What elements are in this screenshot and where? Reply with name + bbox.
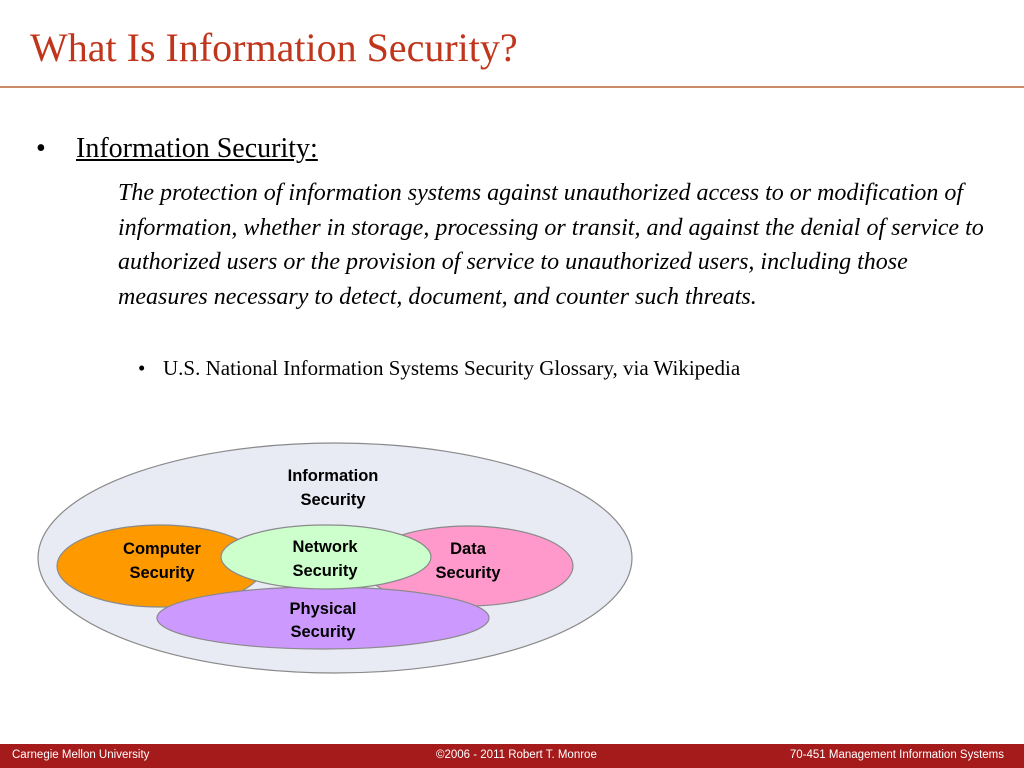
network-security-label-line1: Network [292, 538, 358, 556]
source-citation: U.S. National Information Systems Security Glossary, via Wikipedia [163, 356, 741, 380]
footer-course: 70-451 Management Information Systems [789, 749, 1004, 761]
footer-institution: Carnegie Mellon University [12, 749, 150, 761]
definition-text: The protection of information systems against unauthorized access to or modification of information, whether in storage, processing or transit, and against the denial of service to authorized users or the provision of service to unauthorized users, including those measures necessary to detect, document, and counter such threats. [118, 180, 984, 310]
information-security-label-line2: Security [300, 491, 366, 509]
information-security-label-line1: Information [287, 467, 379, 485]
data-security-label-line1: Data [450, 540, 486, 558]
slide-footer [0, 744, 1024, 768]
network-security-label-line2: Security [292, 562, 358, 580]
sub-bullet-marker: • [138, 356, 146, 380]
data-security-label-line2: Security [435, 564, 501, 582]
bullet-heading: Information Security: [76, 133, 318, 164]
computer-security-label-line1: Computer [123, 540, 201, 558]
slide-title: What Is Information Security? [30, 25, 518, 70]
computer-security-label-line2: Security [129, 564, 195, 582]
footer-copyright: ©2006 - 2011 Robert T. Monroe [436, 749, 597, 761]
physical-security-label-line2: Security [290, 623, 356, 641]
physical-security-label-line1: Physical [289, 600, 357, 618]
bullet-marker: • [36, 133, 46, 164]
